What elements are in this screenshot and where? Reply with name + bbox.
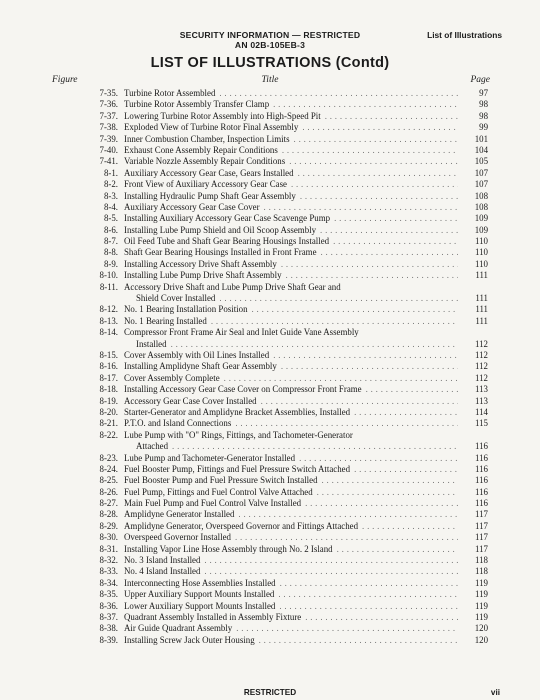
figure-number: 8-11.: [99, 281, 118, 292]
list-item: [0, 623, 540, 634]
page-number: 120: [474, 623, 488, 634]
figure-title: Installing Accessory Drive Shaft Assembly . . .: [124, 259, 458, 270]
figure-title: Upper Auxiliary Support Mounts Installed . . .: [124, 589, 458, 600]
list-item: [0, 635, 540, 646]
figure-title: No. 1 Bearing Installation Position . . .: [124, 304, 458, 315]
figure-number: 8-38.: [99, 623, 118, 634]
figure-title: Installing Vapor Line Hose Assembly through No. 2 Island . . .: [124, 544, 458, 555]
figure-title: Installing Hydraulic Pump Shaft Gear Assembly . . .: [124, 191, 458, 202]
footer-classification: RESTRICTED: [243, 688, 297, 697]
page-number: 110: [475, 236, 488, 247]
figure-title: Installing Accessory Gear Case Cover on Compressor Front Frame . . .: [124, 384, 458, 395]
list-item: [0, 453, 540, 464]
figure-title: Interconnecting Hose Assemblies Installed . . .: [124, 578, 458, 589]
figure-title: Accessory Drive Shaft and Lube Pump Drive Shaft Gear and: [124, 281, 341, 292]
column-heading-page: Page: [470, 75, 490, 85]
list-item: [0, 122, 540, 133]
figure-number: 8-18.: [99, 384, 118, 395]
figure-number: 8-6.: [103, 224, 118, 235]
page-title: LIST OF ILLUSTRATIONS (Contd): [150, 55, 390, 71]
figure-title: Exploded View of Turbine Rotor Final Assembly . . .: [124, 122, 458, 133]
list-item: [0, 259, 540, 270]
figure-number: 7-35.: [99, 88, 118, 98]
figure-title: Starter-Generator and Amplidyne Bracket Assemblies, Installed . . .: [124, 407, 458, 418]
figure-number: 8-2.: [103, 179, 118, 190]
list-item: [0, 134, 540, 145]
figure-title: Lowering Turbine Rotor Assembly into High-Speed Pit . . .: [124, 111, 458, 122]
page-number: 113: [475, 384, 488, 395]
page-number: 116: [475, 441, 488, 452]
figure-number: 8-7.: [103, 236, 118, 247]
list-item: [0, 612, 540, 623]
list-item: [0, 361, 540, 372]
figure-number: 8-33.: [99, 566, 118, 577]
list-item: [0, 304, 540, 315]
figure-title: Installing Lube Pump Shield and Oil Scoop Assembly . . .: [124, 225, 458, 236]
page-number: 113: [475, 395, 488, 406]
list-item: [0, 350, 540, 361]
list-item: [0, 555, 540, 566]
page-number: 104: [474, 144, 488, 155]
page-number: 117: [475, 532, 488, 543]
list-item: [0, 99, 540, 110]
page-number: 98: [479, 110, 488, 121]
figure-title: No. 1 Bearing Installed . . .: [124, 316, 458, 327]
page-number: 112: [475, 361, 488, 372]
illustrations-list: [0, 88, 540, 646]
list-item: [0, 213, 540, 224]
page-number: 112: [475, 372, 488, 383]
header-document-number: AN 02B-105EB-3: [234, 40, 306, 50]
figure-number: 8-14.: [99, 327, 118, 338]
figure-title: Installing Screw Jack Outer Housing . . .: [124, 635, 458, 646]
figure-number: 8-8.: [103, 247, 118, 258]
figure-title: Auxiliary Accessory Gear Case, Gears Installed . . .: [124, 168, 458, 179]
column-heading-title: Title: [261, 75, 279, 85]
figure-number: 8-36.: [99, 600, 118, 611]
figure-title: Air Guide Quadrant Assembly . . .: [124, 623, 458, 634]
figure-number: 8-24.: [99, 463, 118, 474]
page-number: 105: [474, 156, 488, 167]
figure-title: Lube Pump and Tachometer-Generator Installed . . .: [124, 453, 458, 464]
figure-number: 8-16.: [99, 361, 118, 372]
figure-title: Fuel Booster Pump, Fittings and Fuel Pressure Switch Attached . . .: [124, 464, 458, 475]
figure-number: 8-4.: [103, 201, 118, 212]
page-number: 107: [474, 179, 488, 190]
figure-title: Amplidyne Generator Installed . . .: [124, 509, 458, 520]
figure-number: 8-29.: [99, 520, 118, 531]
figure-title: Cover Assembly Complete . . .: [124, 373, 458, 384]
column-heading-figure: Figure: [52, 75, 78, 85]
list-item: [0, 578, 540, 589]
figure-title: P.T.O. and Island Connections . . .: [124, 418, 458, 429]
page-number: 111: [475, 304, 488, 315]
page-number: 112: [475, 338, 488, 349]
figure-title: Fuel Pump, Fittings and Fuel Control Valve Attached . . .: [124, 487, 458, 498]
list-item: [0, 88, 540, 99]
figure-title: Quadrant Assembly Installed in Assembly Fixture . . .: [124, 612, 458, 623]
page-number: 118: [475, 555, 488, 566]
page-number: 116: [475, 475, 488, 486]
figure-title: Installing Auxiliary Accessory Gear Case Scavenge Pump . . .: [124, 213, 458, 224]
figure-title: No. 4 Island Installed . . .: [124, 566, 458, 577]
header-section-name: List of Illustrations: [427, 30, 502, 40]
figure-number: 8-1.: [103, 167, 118, 178]
figure-title: Turbine Rotor Assembly Transfer Clamp . . .: [124, 99, 458, 110]
figure-number: 7-36.: [99, 99, 118, 110]
page-number: 99: [479, 122, 488, 133]
list-item: [0, 532, 540, 543]
list-item: [0, 236, 540, 247]
page-number: 119: [475, 577, 488, 588]
list-item: [0, 396, 540, 407]
figure-number: 8-26.: [99, 486, 118, 497]
figure-title: Installing Amplidyne Shaft Gear Assembly . . .: [124, 361, 458, 372]
page-number: 115: [475, 418, 488, 429]
figure-number: 8-5.: [103, 213, 118, 224]
page-number: 119: [475, 589, 488, 600]
page-number: 108: [474, 190, 488, 201]
figure-title: Overspeed Governor Installed . . .: [124, 532, 458, 543]
figure-number: 8-13.: [99, 315, 118, 326]
figure-title: Lube Pump with "O" Rings, Fittings, and Tachometer-Generator: [124, 429, 353, 440]
list-item: [0, 247, 540, 258]
page-number: 111: [475, 315, 488, 326]
list-item: [0, 487, 540, 498]
figure-title: Front View of Auxiliary Accessory Gear Case . . .: [124, 179, 458, 190]
list-item: [0, 145, 540, 156]
list-item: [0, 601, 540, 612]
figure-title: Inner Combustion Chamber, Inspection Limits . . .: [124, 134, 458, 145]
figure-title: Main Fuel Pump and Fuel Control Valve Installed . . .: [124, 498, 458, 509]
list-item: [0, 316, 540, 327]
figure-number: 8-12.: [99, 304, 118, 315]
figure-number: 8-30.: [99, 532, 118, 543]
list-item: [0, 464, 540, 475]
list-item: [0, 168, 540, 179]
page-number: 117: [475, 520, 488, 531]
page-number: 116: [475, 463, 488, 474]
figure-title: Lower Auxiliary Support Mounts Installed . . .: [124, 601, 458, 612]
figure-title: Installed . . .: [136, 339, 458, 350]
page-number: 110: [475, 247, 488, 258]
figure-number: 7-40.: [99, 144, 118, 155]
figure-number: 7-37.: [99, 110, 118, 121]
list-item: [0, 384, 540, 395]
list-item: [0, 179, 540, 190]
figure-number: 8-23.: [99, 452, 118, 463]
figure-title: Auxiliary Accessory Gear Case Cover . . .: [124, 202, 458, 213]
figure-number: 8-3.: [103, 190, 118, 201]
page-number: 111: [475, 270, 488, 281]
figure-number: 8-22.: [99, 429, 118, 440]
page-number: 119: [475, 611, 488, 622]
figure-number: 8-25.: [99, 475, 118, 486]
list-item: [0, 430, 540, 441]
figure-title: Turbine Rotor Assembled . . .: [124, 88, 458, 99]
figure-number: 8-37.: [99, 611, 118, 622]
list-item: [0, 418, 540, 429]
figure-number: 8-28.: [99, 509, 118, 520]
figure-title: Cover Assembly with Oil Lines Installed . . .: [124, 350, 458, 361]
list-item: [0, 282, 540, 293]
figure-number: 8-15.: [99, 349, 118, 360]
figure-number: 7-38.: [99, 122, 118, 133]
figure-number: 8-31.: [99, 543, 118, 554]
figure-number: 8-20.: [99, 406, 118, 417]
page-number: 114: [475, 406, 488, 417]
page-number: 116: [475, 452, 488, 463]
page-number: 120: [474, 634, 488, 645]
figure-title: Compressor Front Frame Air Seal and Inlet Guide Vane Assembly: [124, 327, 359, 338]
figure-number: 8-17.: [99, 372, 118, 383]
page-number: 107: [474, 167, 488, 178]
figure-title: Variable Nozzle Assembly Repair Conditions . . .: [124, 156, 458, 167]
page-number: 111: [475, 293, 488, 304]
page-number: 109: [474, 213, 488, 224]
page-number: 116: [475, 486, 488, 497]
figure-title: Shield Cover Installed . . .: [136, 293, 458, 304]
header-security-line: SECURITY INFORMATION — RESTRICTED: [179, 30, 361, 40]
figure-title: Oil Feed Tube and Shaft Gear Bearing Housings Installed . . .: [124, 236, 458, 247]
list-item: [0, 589, 540, 600]
page-number: 112: [475, 349, 488, 360]
list-item-continuation: [0, 441, 540, 452]
list-item: [0, 225, 540, 236]
list-item: [0, 521, 540, 532]
list-item: [0, 327, 540, 338]
list-item: [0, 156, 540, 167]
list-item: [0, 475, 540, 486]
figure-number: 8-27.: [99, 498, 118, 509]
figure-title: Accessory Gear Case Cover Installed . . .: [124, 396, 458, 407]
figure-number: 8-32.: [99, 555, 118, 566]
list-item: [0, 407, 540, 418]
page-number: 108: [474, 201, 488, 212]
figure-number: 7-41.: [99, 156, 118, 167]
page-number: 116: [475, 498, 488, 509]
figure-title: No. 3 Island Installed . . .: [124, 555, 458, 566]
figure-title: Attached . . .: [136, 441, 458, 452]
list-item: [0, 270, 540, 281]
figure-number: 8-10.: [99, 270, 118, 281]
figure-title: Shaft Gear Bearing Housings Installed in Front Frame . . .: [124, 247, 458, 258]
page-number: 110: [475, 258, 488, 269]
list-item: [0, 498, 540, 509]
page-number: 117: [475, 543, 488, 554]
page-number: 97: [479, 88, 488, 98]
figure-title: Fuel Booster Pump and Fuel Pressure Switch Installed . . .: [124, 475, 458, 486]
list-item: [0, 111, 540, 122]
figure-title: Exhaust Cone Assembly Repair Conditions . . .: [124, 145, 458, 156]
figure-number: 7-39.: [99, 133, 118, 144]
figure-title: Amplidyne Generator, Overspeed Governor and Fittings Attached . . .: [124, 521, 458, 532]
list-item: [0, 509, 540, 520]
list-item: [0, 566, 540, 577]
list-item: [0, 373, 540, 384]
list-item-continuation: [0, 293, 540, 304]
footer-page-number: vii: [490, 688, 500, 697]
figure-number: 8-9.: [103, 258, 118, 269]
figure-number: 8-39.: [99, 634, 118, 645]
page-number: 118: [475, 566, 488, 577]
figure-number: 8-34.: [99, 577, 118, 588]
figure-number: 8-21.: [99, 418, 118, 429]
figure-number: 8-35.: [99, 589, 118, 600]
figure-number: 8-19.: [99, 395, 118, 406]
list-item: [0, 202, 540, 213]
page-number: 101: [474, 133, 488, 144]
figure-title: Installing Lube Pump Drive Shaft Assembly . . .: [124, 270, 458, 281]
list-item: [0, 544, 540, 555]
page-number: 98: [479, 99, 488, 110]
page-number: 119: [475, 600, 488, 611]
list-item-continuation: [0, 339, 540, 350]
page-number: 109: [474, 224, 488, 235]
page-number: 117: [475, 509, 488, 520]
list-item: [0, 191, 540, 202]
